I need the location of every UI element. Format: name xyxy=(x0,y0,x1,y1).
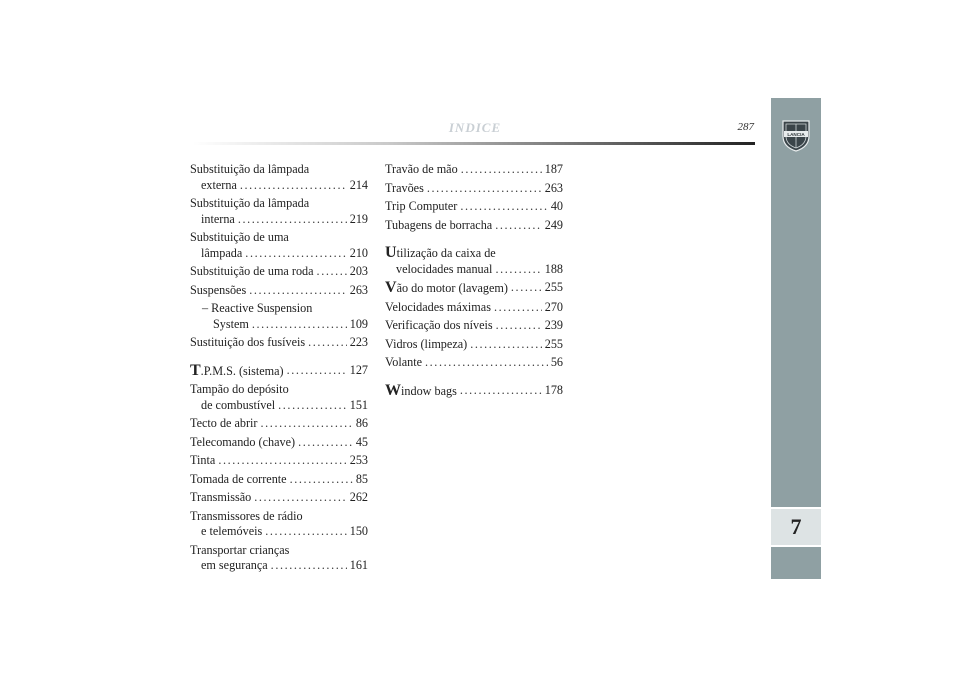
entry-line xyxy=(385,181,563,197)
entry-page-number: 40 xyxy=(550,199,563,213)
entry-label: Tubagens de borracha xyxy=(385,217,493,232)
index-entry xyxy=(190,283,368,299)
entry-line xyxy=(190,398,368,414)
entry-line xyxy=(385,245,563,262)
entry-initial: S xyxy=(190,264,197,278)
entry-page-number: 45 xyxy=(355,434,368,449)
leader-dots xyxy=(425,355,548,371)
entry-label: – Reactive Suspension xyxy=(202,301,313,315)
index-entry xyxy=(385,199,563,215)
entry-line xyxy=(190,453,368,469)
entry-label: Vidros (limpeza) xyxy=(385,336,468,351)
index-entry xyxy=(385,337,563,353)
leader-dots xyxy=(460,199,547,215)
leader-dots xyxy=(254,490,347,506)
entry-initial: T xyxy=(385,180,393,195)
entry-initial: V xyxy=(385,336,394,351)
entry-initial: S xyxy=(190,335,197,349)
entry-line xyxy=(385,337,563,353)
entry-initial: T xyxy=(190,361,201,379)
entry-label: Travões xyxy=(385,180,424,195)
entry-page-number: 223 xyxy=(349,335,368,349)
entry-line xyxy=(385,383,563,400)
entry-label: Trip Computer xyxy=(385,199,458,213)
entry-initial: U xyxy=(385,244,397,261)
index-entry xyxy=(190,382,368,413)
leader-dots xyxy=(460,383,542,400)
index-entry xyxy=(190,490,368,506)
entry-initial: T xyxy=(385,217,393,232)
entry-initial: T xyxy=(190,416,197,430)
header-rule xyxy=(192,142,755,145)
entry-page-number: 56 xyxy=(550,355,563,369)
entry-page-number: 214 xyxy=(349,177,368,192)
entry-line xyxy=(190,196,368,212)
entry-label-continued: de combustível xyxy=(201,397,276,412)
index-entry xyxy=(190,435,368,451)
index-entry xyxy=(190,416,368,432)
entry-initial: W xyxy=(385,381,401,399)
index-entry xyxy=(190,335,368,351)
entry-initial: V xyxy=(385,279,397,296)
entry-page-number: 210 xyxy=(349,245,368,260)
entry-initial: T xyxy=(385,199,393,213)
index-entry xyxy=(385,162,563,178)
entry-initial: T xyxy=(190,490,198,504)
entry-line xyxy=(385,355,563,371)
entry-label: Tinta xyxy=(190,453,216,467)
index-column-left xyxy=(190,162,368,577)
entry-label: Substituição de uma xyxy=(190,230,289,244)
entry-label-continued: System xyxy=(213,316,249,331)
index-entry xyxy=(190,509,368,540)
index-entry xyxy=(385,280,563,297)
entry-label: Velocidades máximas xyxy=(385,299,491,314)
entry-line xyxy=(190,178,368,194)
entry-page-number: 109 xyxy=(349,316,368,331)
leader-dots xyxy=(245,246,346,262)
entry-label-continued: velocidades manual xyxy=(396,261,493,276)
entry-line xyxy=(385,280,563,297)
entry-line xyxy=(190,246,368,262)
index-entry xyxy=(385,181,563,197)
entry-page-number: 188 xyxy=(544,261,563,276)
index-entry xyxy=(190,230,368,261)
entry-label-continued: interna xyxy=(201,211,235,226)
entry-page-number: 161 xyxy=(349,558,368,572)
entry-label: Substituição da lâmpada xyxy=(190,196,310,210)
entry-page-number: 85 xyxy=(355,471,368,486)
leader-dots xyxy=(218,453,346,469)
entry-label: Telecomando (chave) xyxy=(190,434,296,449)
entry-page-number: 219 xyxy=(349,211,368,226)
leader-dots xyxy=(461,162,542,178)
entry-label: Window bags xyxy=(385,381,457,399)
index-entry xyxy=(190,472,368,488)
entry-initial: S xyxy=(190,162,197,176)
entry-page-number: 263 xyxy=(349,282,368,297)
entry-initial: T xyxy=(190,471,197,486)
leader-dots xyxy=(495,218,542,234)
index-entry xyxy=(190,196,368,227)
entry-page-number: 262 xyxy=(349,490,368,504)
entry-line xyxy=(385,300,563,316)
leader-dots xyxy=(265,524,346,540)
index-entry xyxy=(385,300,563,316)
entry-initial: T xyxy=(385,162,393,176)
leader-dots xyxy=(494,300,542,316)
leader-dots xyxy=(238,212,347,228)
svg-text:LANCIA: LANCIA xyxy=(787,131,805,137)
leader-dots xyxy=(278,398,347,414)
entry-line xyxy=(190,558,368,574)
entry-initial: T xyxy=(190,453,198,467)
entry-page-number: 239 xyxy=(544,318,563,332)
entry-line xyxy=(202,301,368,317)
leader-dots xyxy=(249,283,347,299)
index-entry xyxy=(190,162,368,193)
entry-initial: S xyxy=(190,230,197,244)
entry-line xyxy=(190,283,368,299)
entry-label: Substituição de uma roda xyxy=(190,264,314,278)
leader-dots xyxy=(495,262,541,278)
entry-line xyxy=(190,416,368,432)
index-entry xyxy=(385,355,563,371)
index-entry xyxy=(385,245,563,277)
entry-line xyxy=(190,162,368,178)
entry-page-number: 86 xyxy=(355,416,368,430)
entry-label-continued: externa xyxy=(201,177,237,192)
entry-page-number: 255 xyxy=(544,280,563,294)
entry-page-number: 151 xyxy=(349,397,368,412)
entry-line xyxy=(385,218,563,234)
index-entry xyxy=(385,383,563,400)
entry-line xyxy=(190,382,368,398)
entry-line xyxy=(190,490,368,506)
entry-label: Transportar crianças xyxy=(190,542,290,557)
leader-dots xyxy=(496,318,542,334)
entry-line xyxy=(202,317,368,333)
entry-line xyxy=(190,435,368,451)
entry-label: Tecto de abrir xyxy=(190,416,258,430)
leader-dots xyxy=(252,317,347,333)
leader-dots xyxy=(240,178,347,194)
entry-page-number: 203 xyxy=(349,264,368,278)
entry-label: Utilização da caixa de xyxy=(385,244,496,261)
index-entry xyxy=(190,543,368,574)
entry-page-number: 249 xyxy=(544,217,563,232)
entry-label-continued: em segurança xyxy=(201,558,268,572)
entry-page-number: 255 xyxy=(544,336,563,351)
entry-page-number: 263 xyxy=(544,180,563,195)
entry-label: Vão do motor (lavagem) xyxy=(385,279,508,296)
entry-page-number: 150 xyxy=(349,524,368,538)
leader-dots xyxy=(261,416,353,432)
leader-dots xyxy=(298,435,353,451)
entry-line xyxy=(385,199,563,215)
entry-label: Substituição da lâmpada xyxy=(190,162,310,176)
entry-line xyxy=(190,472,368,488)
entry-page-number: 178 xyxy=(544,382,563,397)
entry-label: Travão de mão xyxy=(385,162,458,176)
entry-initial: T xyxy=(190,382,197,396)
entry-initial: T xyxy=(190,542,198,557)
entry-line xyxy=(385,162,563,178)
index-entry xyxy=(190,301,368,332)
index-entry xyxy=(190,363,368,380)
index-entry xyxy=(385,318,563,334)
entry-label: Transmissão xyxy=(190,490,252,504)
entry-initial: T xyxy=(190,434,197,449)
index-entry xyxy=(190,453,368,469)
entry-initial: V xyxy=(385,355,393,369)
entry-label: Suspensões xyxy=(190,282,247,297)
lancia-logo-icon xyxy=(780,117,812,153)
leader-dots xyxy=(427,181,542,197)
entry-page-number: 187 xyxy=(544,162,563,176)
entry-line xyxy=(190,543,368,559)
leader-dots xyxy=(470,337,542,353)
entry-label: Sustituição dos fusíveis xyxy=(190,335,306,349)
entry-line xyxy=(190,335,368,351)
entry-line xyxy=(385,262,563,278)
entry-label-continued: lâmpada xyxy=(201,245,243,260)
leader-dots xyxy=(271,558,347,574)
leader-dots xyxy=(287,363,347,380)
entry-initial: T xyxy=(190,508,198,523)
entry-label: Verificação dos níveis xyxy=(385,318,493,332)
page-number: 287 xyxy=(737,121,754,133)
entry-page-number: 127 xyxy=(349,362,368,377)
entry-label-continued: e telemóveis xyxy=(201,524,263,538)
entry-initial: V xyxy=(385,318,393,332)
leader-dots xyxy=(511,280,542,297)
index-entry xyxy=(190,264,368,280)
entry-line xyxy=(190,363,368,380)
entry-line xyxy=(385,318,563,334)
chapter-number: 7 xyxy=(771,507,821,547)
entry-line xyxy=(190,230,368,246)
entry-label: Tampão do depósito xyxy=(190,382,289,396)
entry-line xyxy=(190,524,368,540)
entry-label: Tomada de corrente xyxy=(190,471,287,486)
entry-label: T.P.M.S. (sistema) xyxy=(190,361,284,379)
index-entry xyxy=(385,218,563,234)
leader-dots xyxy=(317,264,347,280)
entry-line xyxy=(190,509,368,525)
index-column-right xyxy=(385,162,563,402)
entry-page-number: 270 xyxy=(544,299,563,314)
leader-dots xyxy=(308,335,347,351)
header-title: INDICE xyxy=(448,120,502,135)
entry-initial: S xyxy=(190,196,197,210)
entry-page-number: 253 xyxy=(349,453,368,467)
entry-initial: V xyxy=(385,299,393,314)
entry-label: Transmissores de rádio xyxy=(190,508,303,523)
leader-dots xyxy=(290,472,353,488)
entry-line xyxy=(190,212,368,228)
entry-line xyxy=(190,264,368,280)
entry-label: Volante xyxy=(385,355,423,369)
entry-initial: S xyxy=(190,282,197,297)
